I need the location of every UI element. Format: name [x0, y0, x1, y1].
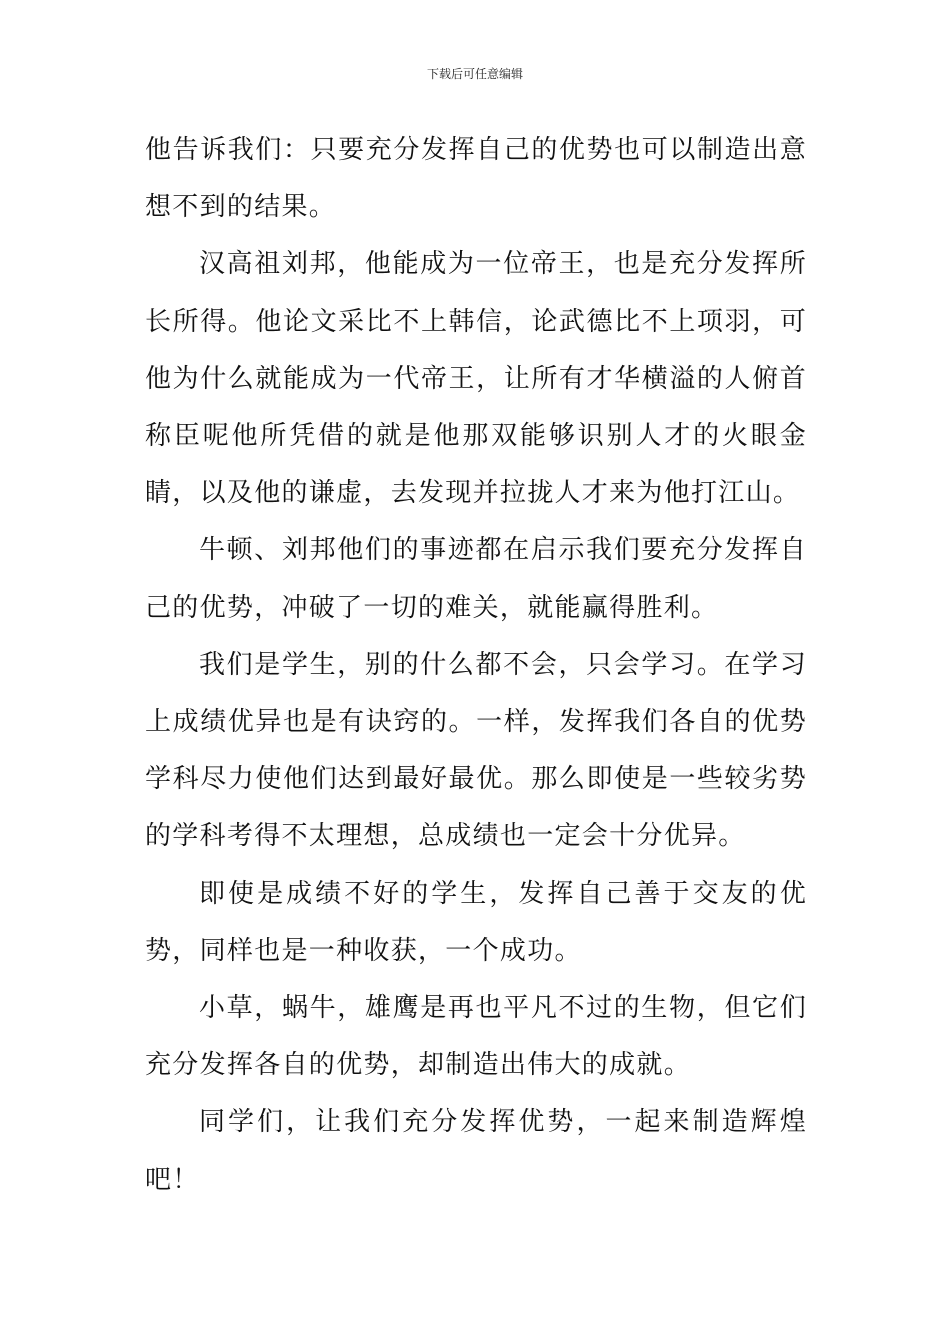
paragraph-4: 我们是学生，别的什么都不会，只会学习。在学习上成绩优异也是有诀窍的。一样，发挥我们各自的优势学科尽力使他们达到最好最优。那么即使是一些较劣势的学科考得不太理想，总成绩也一定会十分优异。: [145, 649, 807, 852]
paragraph-5: 即使是成绩不好的学生，发挥自己善于交友的优势，同样也是一种收获，一个成功。: [145, 878, 807, 966]
paragraph-2: 汉高祖刘邦，他能成为一位帝王，也是充分发挥所长所得。他论文采比不上韩信，论武德比不上项羽，可他为什么就能成为一代帝王，让所有才华横溢的人俯首称臣呢他所凭借的就是他那双能够识别人才的火眼金睛，以及他的谦虚，去发现并拉拢人才来为他打江山。: [145, 249, 807, 509]
paragraph-7: 同学们，让我们充分发挥优势，一起来制造辉煌吧！: [145, 1107, 807, 1195]
paragraph-6: 小草，蜗牛，雄鹰是再也平凡不过的生物，但它们充分发挥各自的优势，却制造出伟大的成就。: [145, 993, 807, 1081]
page-header: 下载后可任意编辑: [426, 67, 523, 81]
paragraph-3: 牛顿、刘邦他们的事迹都在启示我们要充分发挥自己的优势，冲破了一切的难关，就能赢得胜利。: [145, 535, 807, 623]
document-body: [145, 122, 807, 1209]
paragraph-1: 他告诉我们：只要充分发挥自己的优势也可以制造出意想不到的结果。: [145, 135, 807, 223]
